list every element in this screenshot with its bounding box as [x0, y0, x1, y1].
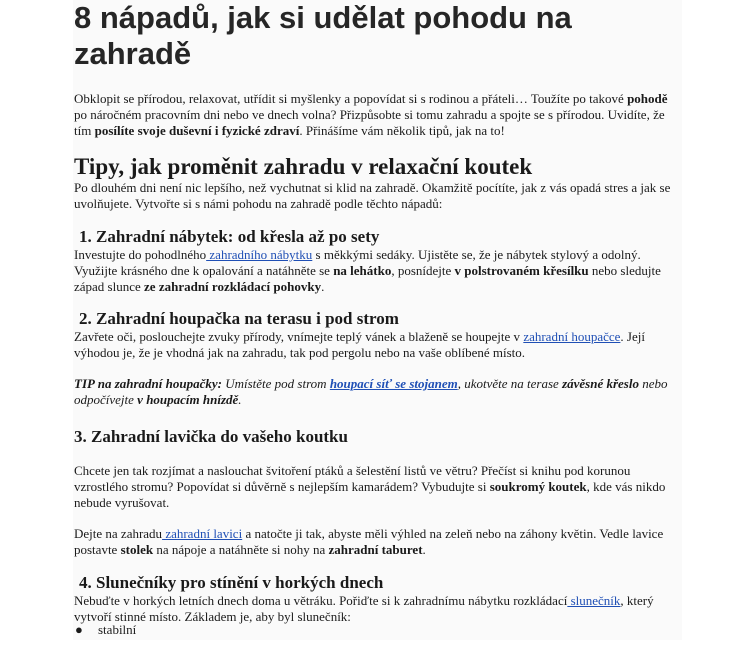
intro-text: . Přinášíme vám několik tipů, jak na to! — [299, 123, 505, 138]
item1-text: Investujte do pohodlného — [74, 247, 207, 262]
item3-text: , kde vás nikdo nebude vyrušovat. — [74, 479, 666, 510]
item2-heading: 2. Zahradní houpačka na terasu i pod strom — [79, 309, 399, 328]
item3-text: . — [422, 542, 426, 557]
item4-text: , který vytvoří stinné místo. Základem je, aby byl slunečník: — [74, 593, 654, 624]
tip-text: . — [238, 392, 242, 407]
garden-bench-link[interactable]: zahradní lavici — [162, 526, 243, 541]
intro-bold: posílíte svoje duševní i fyzické zdraví — [94, 123, 300, 138]
intro-bold: pohodě — [627, 91, 668, 106]
item3-text: a natočte ji tak, abyste měli výhled na zeleň nebo na záhony květin. Vedle lavice postavte — [74, 526, 664, 557]
parasol-link[interactable]: slunečník — [567, 593, 621, 608]
item2-paragraph — [74, 329, 680, 361]
item4-text: Nebuďte v horkých letních dnech doma u větráku. Pořiďte si k zahradnímu nábytku rozkládací — [74, 593, 568, 608]
item4-paragraph — [74, 593, 680, 625]
tip-label: TIP na zahradní houpačky: — [74, 376, 222, 391]
list-item-text: stabilní — [98, 622, 137, 637]
hammock-stand-link[interactable]: houpací síť se stojanem — [329, 376, 458, 391]
item2-text: . Její výhodou je, že je vhodná jak na zahradu, tak pod pergolu nebo na vaše oblíbené místo. — [74, 329, 645, 360]
item1-text: s měkkými sedáky. Ujistěte se, že je nábytek stylový a odolný. Využijte krásného dne k opalování a natáhněte se — [74, 247, 641, 278]
swing-tip-paragraph — [74, 376, 680, 408]
garden-furniture-link[interactable]: zahradního nábytku — [206, 247, 313, 262]
section-heading: Tipy, jak proměnit zahradu v relaxační koutek — [74, 154, 533, 179]
item1-bold: ze zahradní rozkládací pohovky — [144, 279, 322, 294]
item1-text: . — [321, 279, 325, 294]
bullet-icon: ● — [75, 622, 83, 637]
tip-bold: závěsné křeslo — [562, 376, 639, 391]
item3-text: Dejte na zahradu — [74, 526, 163, 541]
item3-bold: zahradní taburet — [328, 542, 423, 557]
item1-text: nebo sledujte západ slunce — [74, 263, 661, 294]
item1-paragraph — [74, 247, 680, 295]
tip-text: nebo odpočívejte — [74, 376, 668, 407]
list-item — [74, 622, 136, 638]
item3-text: na nápoje a natáhněte si nohy na — [153, 542, 329, 557]
article-title: 8 nápadů, jak si udělat pohodu na zahradě — [74, 0, 572, 71]
item3-text: Chcete jen tak rozjímat a naslouchat švitoření ptáků a šelestění listů ve větru? Přečíst si knihu pod korunou vzrostlého stromu? Popovídat si důvěrně s nejlepším kamarádem? Vybudujte si — [74, 463, 631, 494]
item3-paragraph-1 — [74, 463, 680, 511]
section-paragraph: Po dlouhém dni není nic lepšího, než vychutnat si klid na zahradě. Okamžitě pocítíte, jak z vás opadá stres a jak se uvolňujete. Vytvořte si s námi pohodu na zahradě podle těchto nápadů: — [74, 180, 671, 211]
tip-bold: v houpacím hnízdě — [137, 392, 239, 407]
intro-paragraph — [74, 91, 680, 139]
tip-text: Umístěte pod strom — [221, 376, 330, 391]
item3-paragraph-2 — [74, 526, 680, 558]
parasol-requirements-list — [74, 622, 136, 638]
item1-bold: na lehátko — [333, 263, 392, 278]
item1-text: , posnídejte — [391, 263, 455, 278]
intro-text: po náročném pracovním dni nebo ve dnech volna? Přizpůsobte si tomu zahradu a spojte se s přírodou. Uvidíte, že tím — [74, 107, 665, 138]
tip-text: , ukotvěte na terase — [457, 376, 563, 391]
item3-bold: stolek — [120, 542, 154, 557]
intro-text: Obklopit se přírodou, relaxovat, utřídit si myšlenky a popovídat si s rodinou a přáteli… Toužíte po takové — [74, 91, 628, 106]
item3-heading: 3. Zahradní lavička do vašeho koutku — [74, 427, 348, 446]
item1-heading: 1. Zahradní nábytek: od křesla až po sety — [79, 227, 380, 246]
item3-bold: soukromý koutek — [489, 479, 587, 494]
item1-bold: v polstrovaném křesílku — [454, 263, 589, 278]
article-page — [73, 0, 682, 640]
item2-text: Zavřete oči, poslouchejte zvuky přírody, vnímejte teplý vánek a blaženě se houpejte v — [74, 329, 524, 344]
item4-heading: 4. Slunečníky pro stínění v horkých dnech — [79, 573, 384, 592]
garden-swing-link[interactable]: zahradní houpačce — [523, 329, 621, 344]
